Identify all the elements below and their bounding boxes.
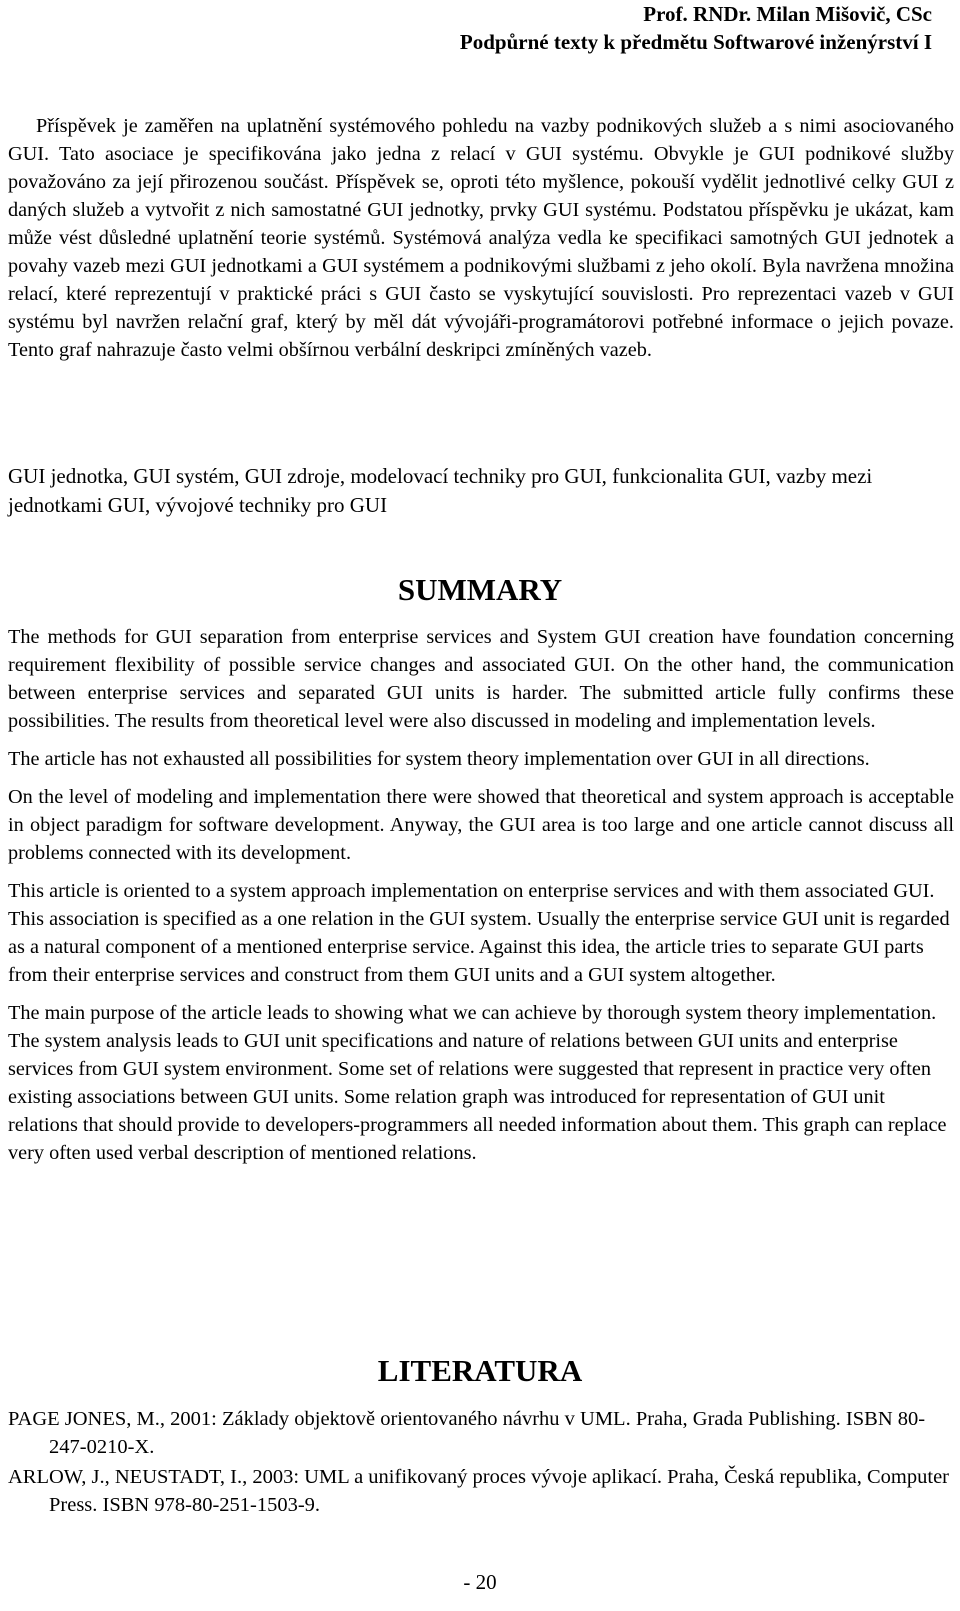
summary-paragraph: The methods for GUI separation from enterprise services and System GUI creation have foundation concerning requirement flexibility of possible service changes and associated GUI. On the other hand, the communication between enterprise services and separated GUI units is harder. The submitted article fully confirms these possibilities. The results from theoretical level were also discussed in modeling and implementation levels. (8, 626, 954, 732)
header-author: Prof. RNDr. Milan Mišovič, CSc (643, 2, 932, 26)
summary-heading: SUMMARY (397, 572, 563, 607)
header-course: Podpůrné texty k předmětu Softwarové inženýrství I (459, 30, 932, 54)
keywords: GUI jednotka, GUI systém, GUI zdroje, modelovací techniky pro GUI, funkcionalita GUI, vazby mezi jednotkami GUI, vývojové techniky pro GUI (8, 464, 873, 517)
summary-paragraph: This article is oriented to a system approach implementation on enterprise services and with them associated GUI. This association is specified as a one relation in the GUI system. Usually the enterprise service GUI unit is regarded as a natural component of a mentioned enterprise service. Against this idea, the article tries to separate GUI parts from their enterprise services and construct from them GUI units and a GUI system altogether. (8, 880, 950, 986)
reference-list (8, 1405, 954, 1521)
page-header (460, 0, 932, 56)
summary-body (8, 623, 954, 1177)
literature-heading: LITERATURA (377, 1353, 583, 1388)
reference-item: PAGE JONES, M., 2001: Základy objektově orientovaného návrhu v UML. Praha, Grada Publishing. ISBN 80-247-0210-X. (8, 1408, 926, 1458)
abstract-czech: Příspěvek je zaměřen na uplatnění systémového pohledu na vazby podnikových služeb a s nimi asociovaného GUI. Tato asociace je specifikována jako jedna z relací v GUI systému. Obvykle je GUI podnikové služby považováno za její přirozenou součást. Příspěvek se, oproti této myšlence, pokouší vydělit jednotlivé celky GUI z daných služeb a vytvořit z nich samostatné GUI jednotky, prvky GUI systému. Podstatou příspěvku je ukázat, kam může vést důsledné uplatnění teorie systémů. Systémová analýza vedla ke specifikaci samotných GUI jednotek a povahy vazeb mezi GUI jednotkami a GUI systémem a podnikovými službami z jeho okolí. Byla navržena množina relací, které reprezentují v praktické práci s GUI často se vyskytující souvislosti. Pro reprezentaci vazeb v GUI systému byl navržen relační graf, který by měl dát vývojáři-programátorovi potřebné informace o jejich povaze. Tento graf nahrazuje často velmi obšírnou verbální deskripci zmíněných vazeb. (8, 115, 954, 361)
summary-paragraph: The article has not exhausted all possibilities for system theory implementation over GUI in all directions. (8, 748, 870, 770)
reference-item: ARLOW, J., NEUSTADT, I., 2003: UML a unifikovaný proces vývoje aplikací. Praha, Česká republika, Computer Press. ISBN 978-80-251-1503-9. (8, 1466, 949, 1516)
page-number: - 20 (463, 1570, 497, 1594)
summary-paragraph: The main purpose of the article leads to showing what we can achieve by thorough system theory implementation. The system analysis leads to GUI unit specifications and nature of relations between GUI units and enterprise services from GUI system environment. Some set of relations were suggested that represent in practice very often existing associations between GUI units. Some relation graph was introduced for representation of GUI unit relations that should provide to developers-programmers all needed information about them. This graph can replace very often used verbal description of mentioned relations. (8, 1002, 947, 1164)
summary-paragraph: On the level of modeling and implementation there were showed that theoretical and system approach is acceptable in object paradigm for software development. Anyway, the GUI area is too large and one article cannot discuss all problems connected with its development. (8, 786, 954, 864)
